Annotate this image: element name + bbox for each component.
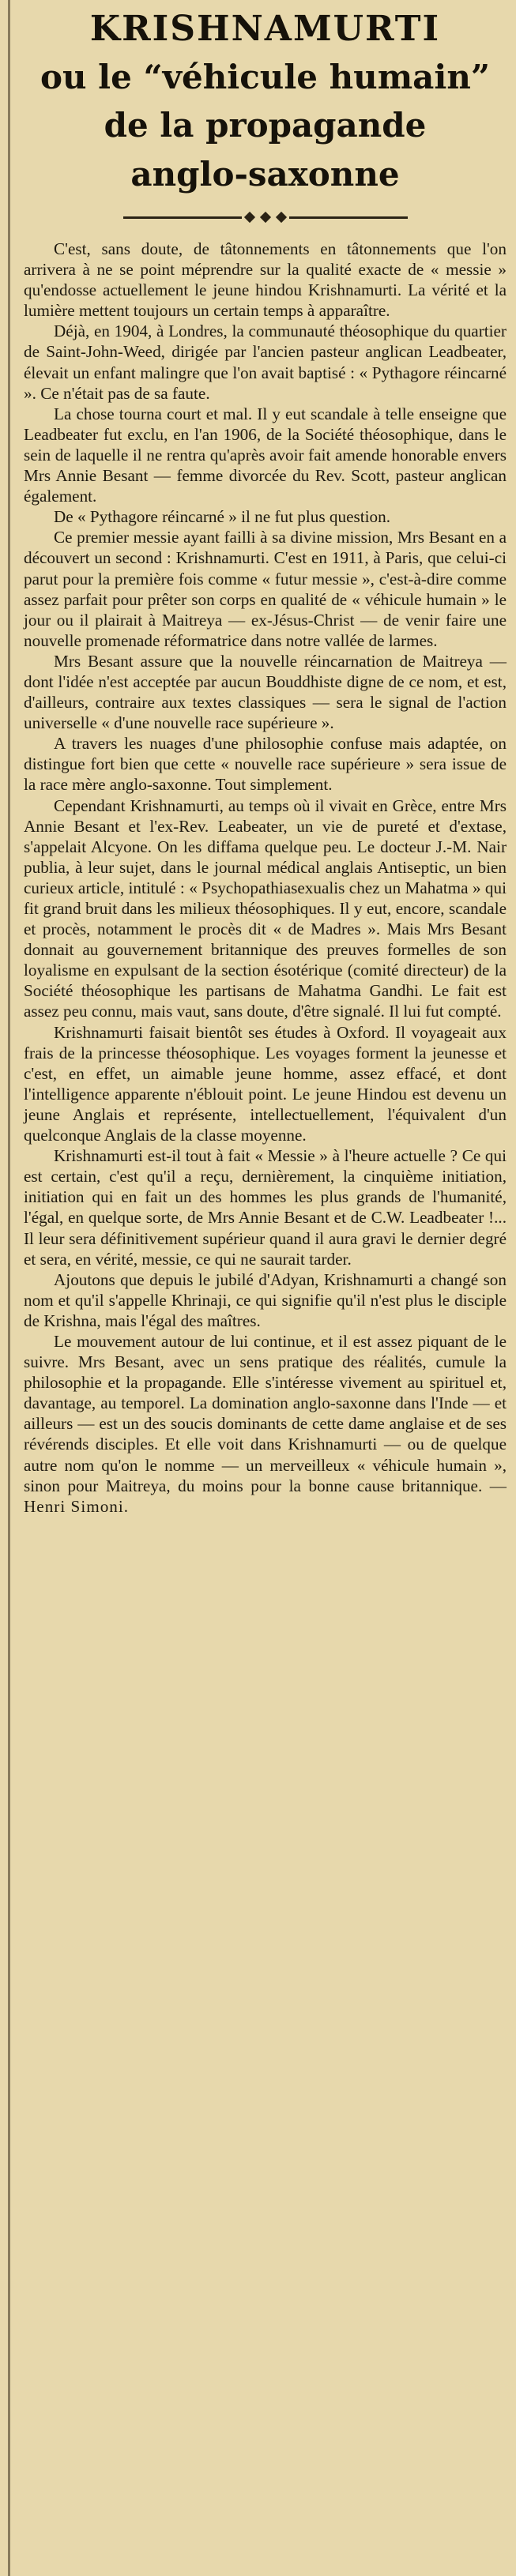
paragraph: Krishnamurti est-il tout à fait « Messie » à l'heure actuelle ? Ce qui est certain, c'est qu'il a reçu, dernièrement, la cinquième initiation, initiation qui en fait un des hommes les plus grands de l'humanité, l'égal, en quelque sorte, de Mrs Annie Besant et de C.W. Leadbeater !... Il leur sera définitivement supérieur quand il aura gravi le dernier degré et sera, en vérité, messie, ce qui ne saurait tarder. [24,1146,507,1269]
paragraph: De « Pythagore réincarné » il ne fut plus question. [54,507,390,527]
paragraph: Mrs Besant assure que la nouvelle réincarnation de Maitreya — dont l'idée n'est acceptée par aucun Bouddhiste digne de ce nom, et est, d'ailleurs, contraire aux textes classiques — sera le signal de l'action universelle « d'une nouvelle race supérieure ». [24,651,507,733]
paragraph: Krishnamurti faisait bientôt ses études à Oxford. Il voyageait aux frais de la princesse théosophique. Les voyages forment la jeunesse et c'est, en effet, un aimable jeune homme, assez effacé, et dont l'intelligence apparente n'éblouit point. Le jeune Hindou est devenu un jeune Anglais et représente, intellectuellement, l'équivalent d'un quelconque Anglais de la classe moyenne. [24,1022,507,1145]
separator-ornament [24,205,507,229]
headline-line-4: anglo-saxonne [130,155,400,194]
author-signature: Henri Simoni. [24,1496,130,1516]
paragraph: Déjà, en 1904, à Londres, la communauté théosophique du quartier de Saint-John-Weed, dirigée par l'ancien pasteur anglican Leadbeater, élevait un enfant malingre que l'on avait baptisé : « Pythagore réincarné ». Ce n'était pas de sa faute. [24,322,507,403]
headline-line-3: de la propagande [104,106,427,145]
column-rule [8,0,10,2576]
headline-line-1: KRISHNAMURTI [89,9,441,49]
headline-line-2: ou le “véhicule humain” [40,58,491,96]
paragraph: Ajoutons que depuis le jubilé d'Adyan, Krishnamurti a changé son nom et qu'il s'appelle Khrinaji, ce qui signifie qu'il n'est plus le disciple de Krishna, mais l'égal des maîtres. [24,1269,507,1330]
paragraph: Cependant Krishnamurti, au temps où il vivait en Grèce, entre Mrs Annie Besant et l'ex-Rev. Leabeater, un vie de pureté et d'extase, s'appelait Alcyone. On les diffama quelque peu. Le docteur J.-M. Nair publia, à leur sujet, dans le journal médical anglais Antiseptic, un bien curieux article, intitulé : « Psychopathiasexualis chez un Mahatma » qui fit grand bruit dans les milieux théosophiques. Il y eut, encore, scandale et procès, notamment le procès dit « de Madres ». Mais Mrs Besant donnait au gouvernement britannique des preuves formelles de son loyalisme en expulsant de la section ésotérique (comité directeur) de la Société théosophique les partisans de Mahatma Gandhi. Le fait est assez peu connu, mais vaut, sans doute, d'être signalé. Il lui fut compté. [24,795,507,1021]
paragraph: La chose tourna court et mal. Il y eut scandale à telle enseigne que Leadbeater fut exclu, en l'an 1906, de la Société théosophique, dans le sein de laquelle il ne rentra qu'après avoir fait amende honorable envers Mrs Annie Besant — femme divorcée du Rev. Scott, pasteur anglican également. [24,404,507,506]
paragraph: Ce premier messie ayant failli à sa divine mission, Mrs Besant en a découvert un second : Krishnamurti. C'est en 1911, à Paris, que celui-ci parut pour la première fois comme « futur messie », c'est-à-dire comme assez parfait pour prêter son corps en qualité de « véhicule humain » le jour ou il plairait à Maitreya — ex-Jésus-Christ — de venir faire une nouvelle promenade réformatrice dans notre vallée de larmes. [24,528,507,650]
paragraph: A travers les nuages d'une philosophie confuse mais adaptée, on distingue fort bien que cette « nouvelle race supérieure » sera issue de la race mère anglo-saxonne. Tout simplement. [24,734,507,795]
paragraph: C'est, sans doute, de tâtonnements en tâtonnements que l'on arrivera à ne se point méprendre sur la qualité exacte de « messie » qu'endosse actuellement le jeune hindou Krishnamurti. La vérité et la lumière mettent toujours un certain temps à apparaître. [24,239,507,321]
paragraph-last-text: Le mouvement autour de lui continue, et il est assez piquant de le suivre. Mrs Besant, avec un sens pratique des réalités, cumule la philosophie et la propagande. Elle s'intéresse vivement au spirituel et, davantage, au temporel. La domination anglo-saxonne dans l'Inde — et ailleurs — est un des soucis dominants de cette dame anglaise et de ses révérends disciples. Et elle voit dans Krishnamurti — ou de quelque autre nom qu'on le nomme — un merveilleux « véhicule humain », sinon pour Maitreya, du moins pour la bonne cause britannique. — [24,1331,507,1495]
paragraph-last [24,1331,507,1517]
article-body [24,239,507,1517]
